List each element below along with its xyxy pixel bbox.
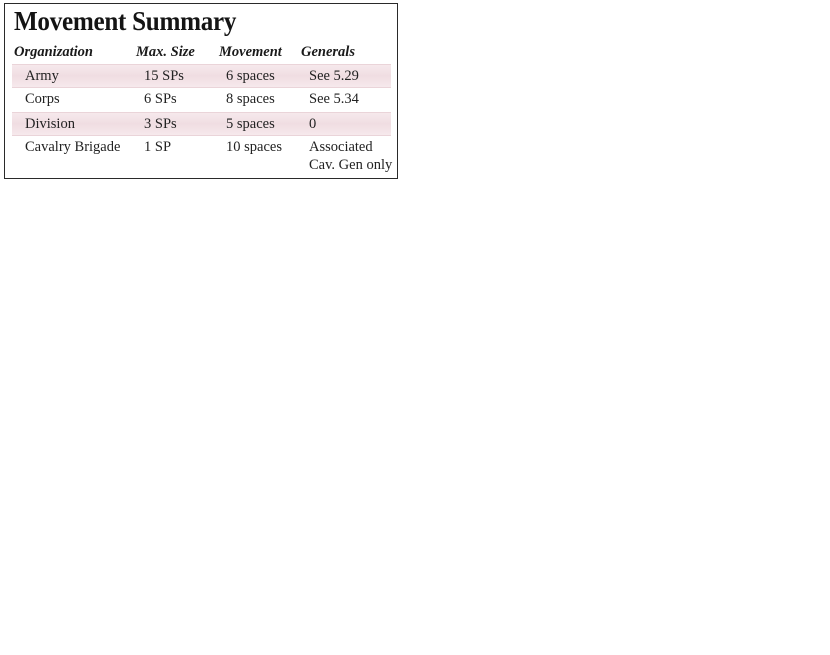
- cell-organization: Division: [25, 116, 75, 132]
- cell-organization: Cavalry Brigade: [25, 139, 121, 155]
- header-organization: Organization: [14, 44, 93, 60]
- cell-generals-line2: Cav. Gen only: [309, 157, 393, 173]
- cell-generals: 0: [309, 116, 317, 132]
- cell-generals: Associated: [309, 139, 373, 155]
- table-title: Movement Summary: [14, 6, 237, 36]
- cell-max-size: 1 SP: [144, 139, 172, 155]
- header-movement: Movement: [219, 44, 282, 60]
- table-row-cavalry-brigade: [12, 136, 391, 176]
- cell-max-size: 6 SPs: [144, 91, 177, 107]
- cell-movement: 6 spaces: [226, 68, 275, 84]
- cell-movement: 8 spaces: [226, 91, 275, 107]
- table-row-division: [12, 112, 391, 136]
- cell-generals: See 5.34: [309, 91, 359, 107]
- table-row-corps: [12, 88, 391, 110]
- cell-max-size: 3 SPs: [144, 116, 177, 132]
- cell-organization: Corps: [25, 91, 60, 107]
- header-generals: Generals: [301, 44, 355, 60]
- cell-generals: See 5.29: [309, 68, 359, 84]
- cell-organization: Army: [25, 68, 59, 84]
- table-row-army: [12, 64, 391, 88]
- cell-max-size: 15 SPs: [144, 68, 184, 84]
- movement-summary-table: [4, 3, 398, 179]
- cell-movement: 5 spaces: [226, 116, 275, 132]
- cell-movement: 10 spaces: [226, 139, 282, 155]
- header-max-size: Max. Size: [136, 44, 195, 60]
